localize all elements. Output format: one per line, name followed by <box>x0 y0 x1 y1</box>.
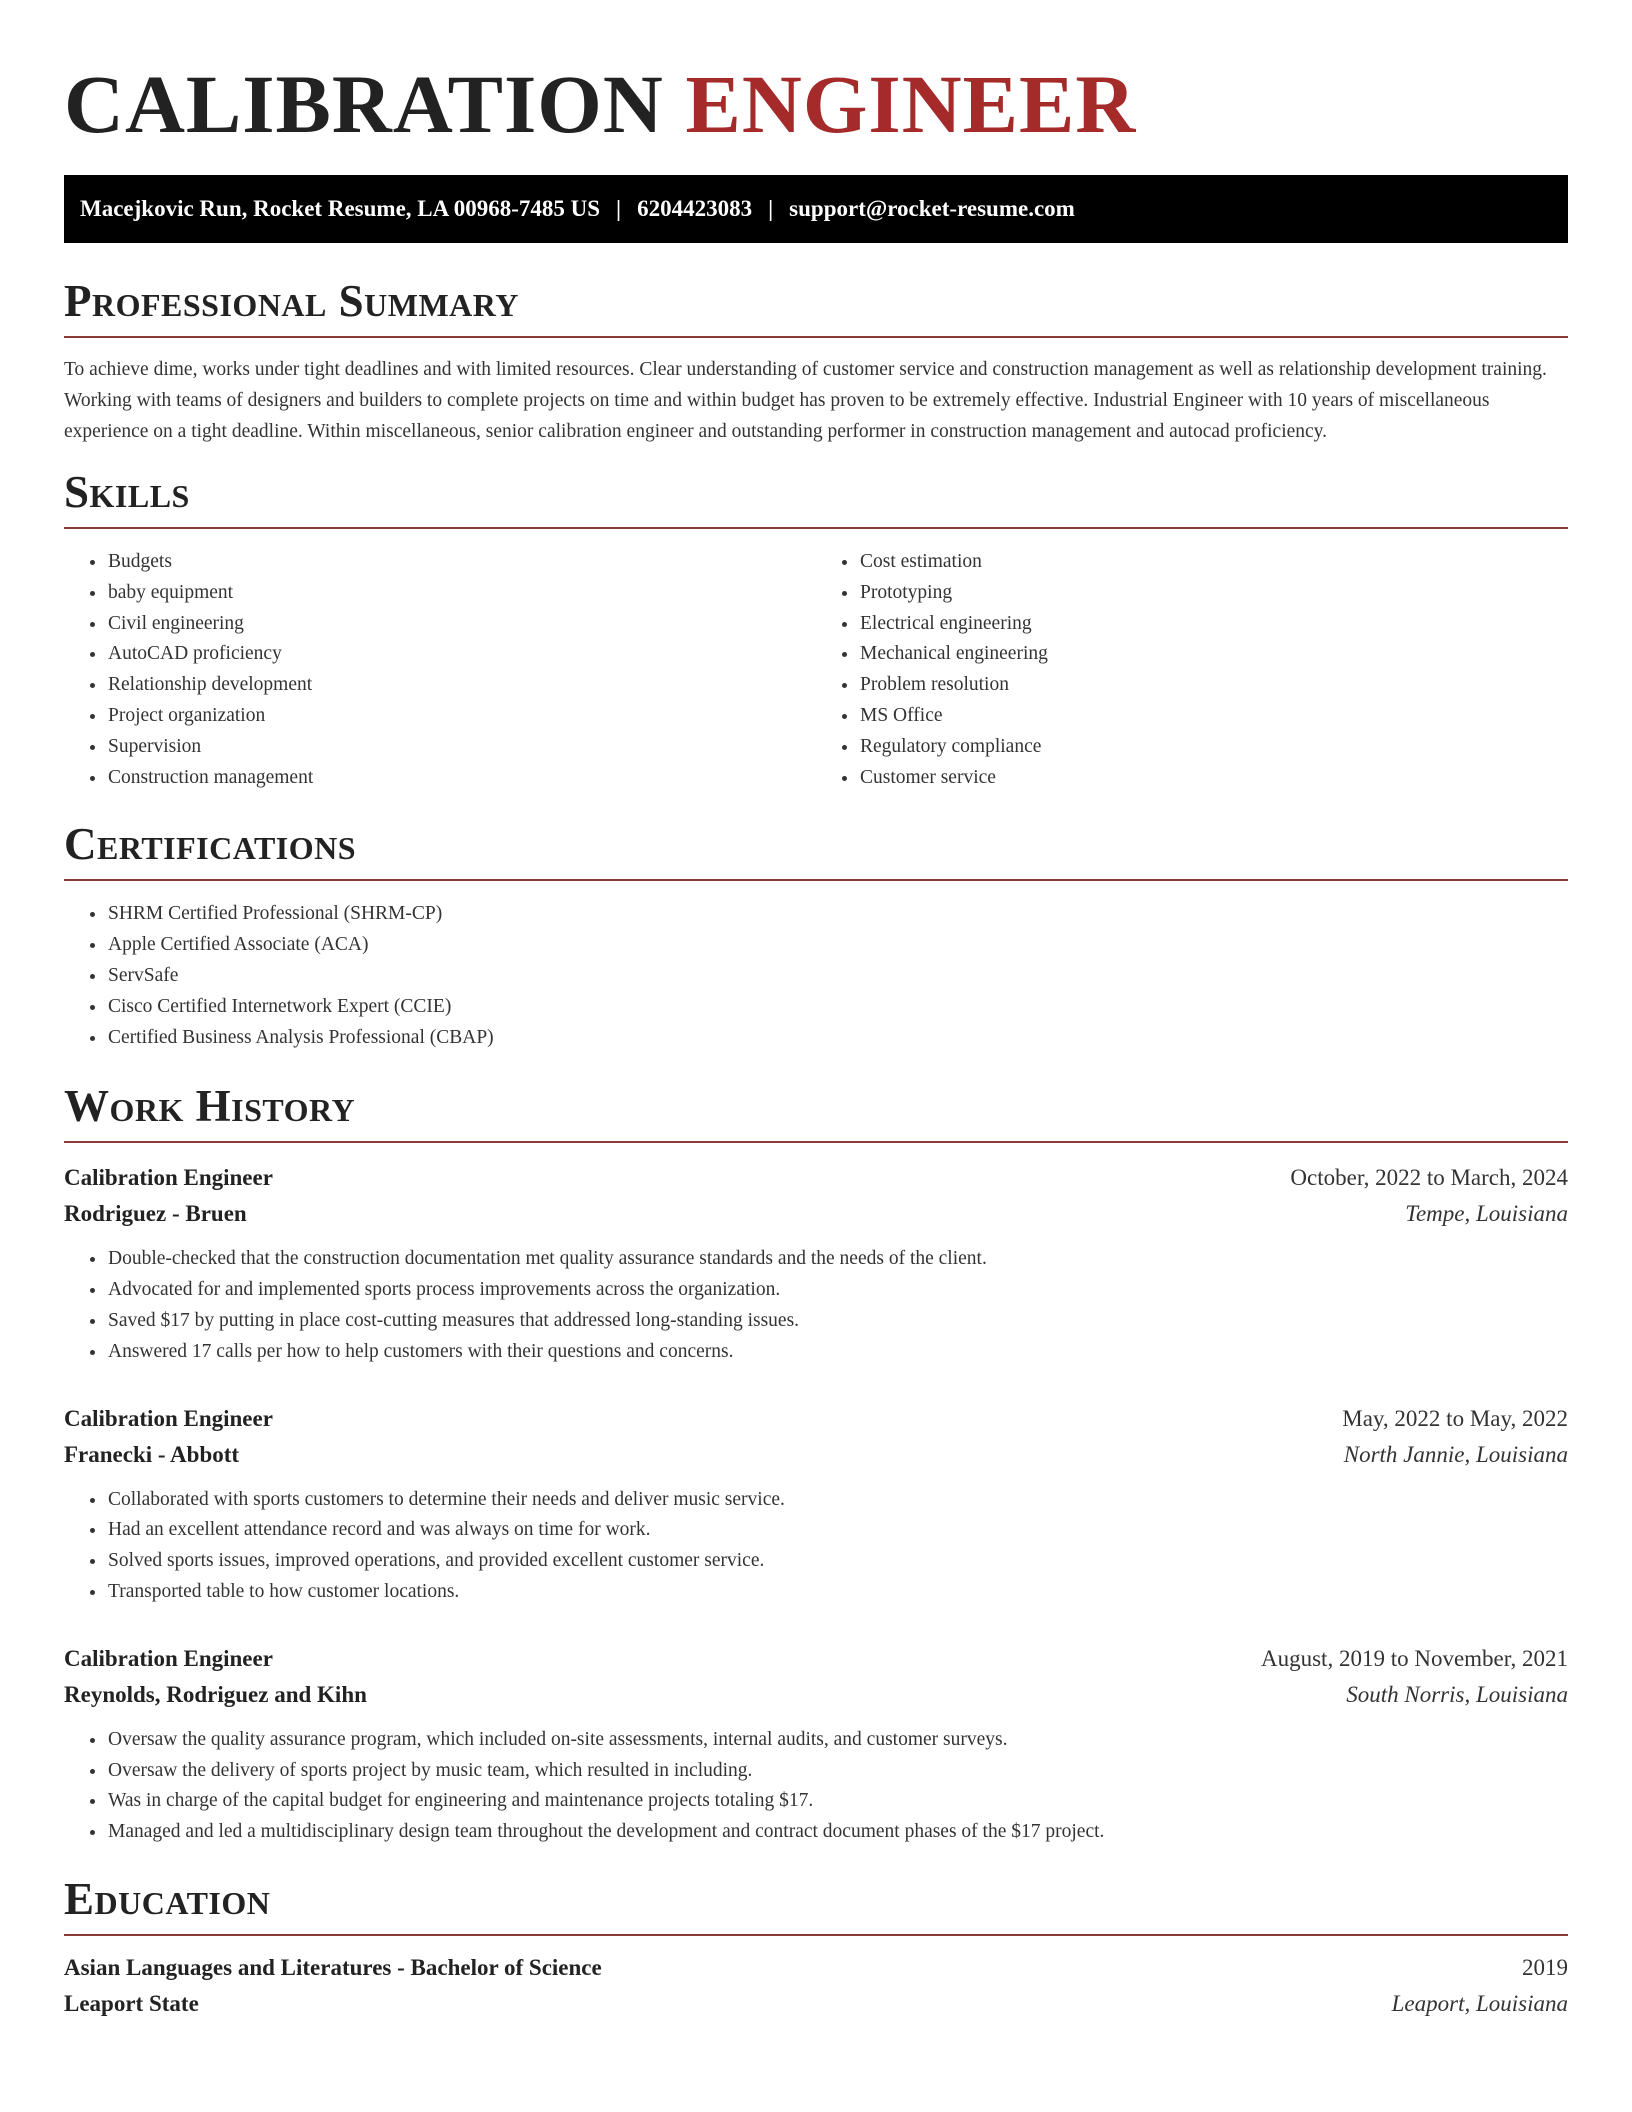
job-bullet: • Was in charge of the capital budget for engineering and maintenance projects totaling $17. <box>107 1786 1568 1817</box>
education-header <box>64 1950 1568 1986</box>
job-bullet: • Advocated for and implemented sports process improvements across the organization. <box>107 1275 1568 1306</box>
certification-item: • Cisco Certified Internetwork Expert (CCIE) <box>107 992 1568 1023</box>
job-location: North Jannie, Louisiana <box>1343 1441 1568 1467</box>
job-title: Calibration Engineer <box>64 1165 273 1191</box>
skills-list-left <box>64 547 816 793</box>
skill-item: • baby equipment <box>107 578 816 609</box>
skills-grid <box>64 529 1568 793</box>
job-bullet: • Oversaw the delivery of sports project by music team, which resulted in including. <box>107 1756 1568 1787</box>
skill-item: • Project organization <box>107 701 816 732</box>
job-entry <box>64 1368 1568 1608</box>
contact-phone: 6204423083 <box>637 196 753 221</box>
job-bullet: • Solved sports issues, improved operations, and provided excellent customer service. <box>107 1546 1568 1577</box>
job-location: South Norris, Louisiana <box>1346 1681 1568 1707</box>
summary-text: To achieve dime, works under tight deadlines and with limited resources. Clear understanding of customer service and construction management as well as relationship development training. Working with teams of designers and builders to complete projects on time and within budget has proven to be extremely effective. Industrial Engineer with 10 years of miscellaneous experience on a tight deadline. Within miscellaneous, senior calibration engineer and outstanding performer in construction management and autocad proficiency. <box>64 359 1547 442</box>
skill-item: • Relationship development <box>107 670 816 701</box>
skills-column-left <box>64 547 816 793</box>
contact-separator: | <box>616 196 622 221</box>
summary-heading: Professional Summary <box>64 276 519 326</box>
skill-item: • Supervision <box>107 732 816 763</box>
job-bullet: • Collaborated with sports customers to determine their needs and deliver music service. <box>107 1485 1568 1516</box>
job-bullet: • Double-checked that the construction documentation met quality assurance standards and the needs of the client. <box>107 1244 1568 1275</box>
skill-item: • Budgets <box>107 547 816 578</box>
job-title: Calibration Engineer <box>64 1645 273 1671</box>
certification-item: • SHRM Certified Professional (SHRM-CP) <box>107 899 1568 930</box>
education-school: Leaport State <box>64 1990 199 2016</box>
education-degree: Asian Languages and Literatures - Bachelor of Science <box>64 1954 602 1980</box>
certifications-section <box>64 793 1568 1053</box>
job-dates: May, 2022 to May, 2022 <box>1342 1405 1568 1431</box>
certification-item: • Apple Certified Associate (ACA) <box>107 930 1568 961</box>
title-main: CALIBRATION <box>64 58 664 150</box>
skill-item: • Prototyping <box>859 578 1568 609</box>
job-entry <box>64 1143 1568 1367</box>
certifications-list <box>64 881 1568 1053</box>
job-bullet: • Answered 17 calls per how to help customers with their questions and concerns. <box>107 1337 1568 1368</box>
contact-separator: | <box>768 196 774 221</box>
job-header <box>64 1641 1568 1677</box>
skills-column-right <box>816 547 1568 793</box>
job-subheader <box>64 1196 1568 1232</box>
job-header <box>64 1160 1568 1196</box>
job-company: Reynolds, Rodriguez and Kihn <box>64 1681 367 1707</box>
skill-item: • Cost estimation <box>859 547 1568 578</box>
skills-section <box>64 447 1568 793</box>
skills-list-right <box>816 547 1568 793</box>
education-location: Leaport, Louisiana <box>1391 1990 1568 2016</box>
job-bullet: • Transported table to how customer locations. <box>107 1577 1568 1608</box>
skill-item: • Problem resolution <box>859 670 1568 701</box>
job-dates: October, 2022 to March, 2024 <box>1290 1165 1568 1191</box>
job-title: Calibration Engineer <box>64 1405 273 1431</box>
resume-title <box>64 0 1568 150</box>
education-subheader <box>64 1986 1568 2022</box>
skill-item: • Mechanical engineering <box>859 639 1568 670</box>
skill-item: • Civil engineering <box>107 609 816 640</box>
work-history-heading: Work History <box>64 1081 356 1132</box>
job-bullet: • Saved $17 by putting in place cost-cutting measures that addressed long-standing issues. <box>107 1306 1568 1337</box>
job-header <box>64 1401 1568 1437</box>
job-subheader <box>64 1677 1568 1713</box>
job-entry <box>64 1608 1568 1848</box>
summary-section <box>64 243 1568 447</box>
contact-address: Macejkovic Run, Rocket Resume, LA 00968-7485 US <box>80 196 601 221</box>
education-section <box>64 1848 1568 2022</box>
job-bullets <box>64 1725 1568 1848</box>
skill-item: • Regulatory compliance <box>859 732 1568 763</box>
contact-email: support@rocket-resume.com <box>789 196 1075 221</box>
skill-item: • Construction management <box>107 763 816 794</box>
job-bullets <box>64 1244 1568 1367</box>
job-location: Tempe, Louisiana <box>1405 1201 1568 1227</box>
skill-item: • Electrical engineering <box>859 609 1568 640</box>
job-dates: August, 2019 to November, 2021 <box>1261 1645 1568 1671</box>
education-entry <box>64 1936 1568 2022</box>
education-heading: Education <box>64 1873 271 1924</box>
job-bullet: • Managed and led a multidisciplinary design team throughout the development and contract document phases of the $17 project. <box>107 1817 1568 1848</box>
contact-bar <box>64 175 1568 243</box>
job-subheader <box>64 1437 1568 1473</box>
job-company: Rodriguez - Bruen <box>64 1201 247 1227</box>
job-bullets <box>64 1485 1568 1608</box>
skills-heading: Skills <box>64 467 190 517</box>
job-bullet: • Oversaw the quality assurance program, which included on-site assessments, internal audits, and customer surveys. <box>107 1725 1568 1756</box>
title-accent: ENGINEER <box>685 58 1137 150</box>
skill-item: • AutoCAD proficiency <box>107 639 816 670</box>
certifications-heading: Certifications <box>64 819 357 870</box>
job-bullet: • Had an excellent attendance record and was always on time for work. <box>107 1515 1568 1546</box>
job-company: Franecki - Abbott <box>64 1441 240 1467</box>
skill-item: • MS Office <box>859 701 1568 732</box>
certification-item: • Certified Business Analysis Professional (CBAP) <box>107 1023 1568 1054</box>
work-history-section <box>64 1053 1568 1848</box>
certification-item: • ServSafe <box>107 961 1568 992</box>
skill-item: • Customer service <box>859 763 1568 794</box>
education-year: 2019 <box>1522 1954 1568 1980</box>
